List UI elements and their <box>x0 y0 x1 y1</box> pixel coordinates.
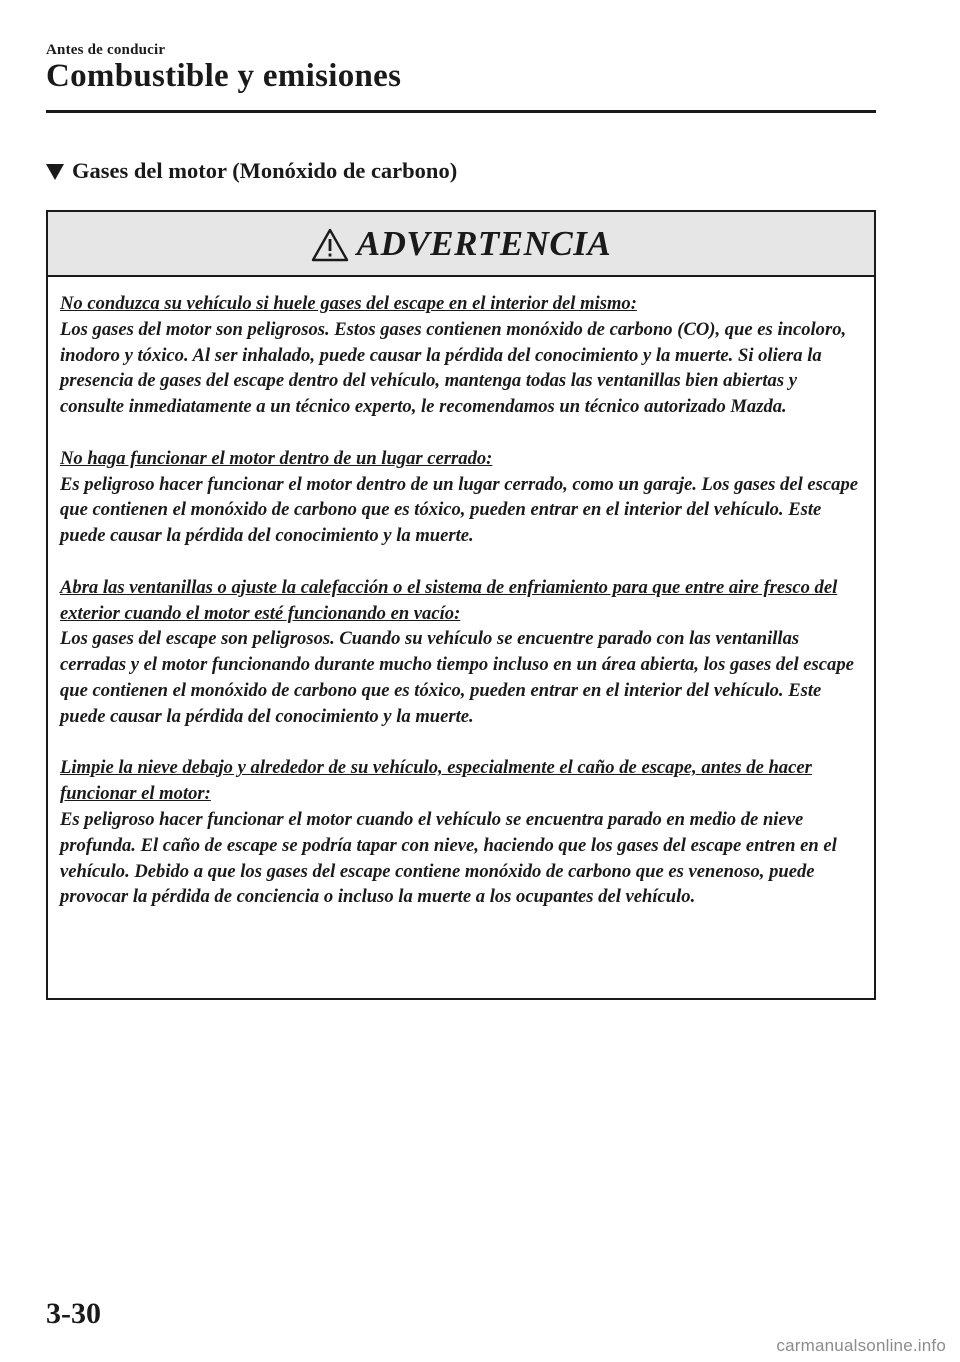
warning-paragraph <box>60 291 864 420</box>
warning-paragraph-text: Es peligroso hacer funcionar el motor dentro de un lugar cerrado, como un garaje. Los gases del escape que contienen el monóxido de carbono que es tóxico, pueden entrar en el interior del vehículo. Este puede causar la pérdida del conocimiento y la muerte. <box>60 473 858 547</box>
warning-paragraph-heading: Limpie la nieve debajo y alrededor de su vehículo, especialmente el caño de escape, antes de hacer funcionar el motor: <box>60 757 812 805</box>
triangle-down-icon <box>46 164 64 180</box>
header-divider <box>46 110 876 113</box>
warning-paragraph <box>60 575 864 730</box>
warning-body <box>48 277 874 910</box>
warning-triangle-icon <box>311 228 349 262</box>
warning-box <box>46 210 876 1000</box>
page-number: 3-30 <box>46 1297 101 1330</box>
page-title: Combustible y emisiones <box>46 58 402 94</box>
warning-paragraph-text: Los gases del motor son peligrosos. Estos gases contienen monóxido de carbono (CO), que es incoloro, inodoro y tóxico. Al ser inhalado, puede causar la pérdida del conocimiento y la muerte. Si oliera la presencia de gases del escape dentro del vehículo, mantenga todas las ventanillas bien abiertas y consulte inmediatamente a un técnico experto, le recomendamos un técnico autorizado Mazda. <box>60 318 847 418</box>
subsection-heading <box>46 158 457 184</box>
warning-paragraph-heading: No haga funcionar el motor dentro de un lugar cerrado: <box>60 447 493 469</box>
warning-title: ADVERTENCIA <box>356 223 612 263</box>
section-label: Antes de conducir <box>46 42 166 58</box>
watermark: carmanualsonline.info <box>776 1336 946 1355</box>
warning-paragraph <box>60 755 864 910</box>
subsection-heading-text: Gases del motor (Monóxido de carbono) <box>72 158 458 183</box>
warning-paragraph-heading: No conduzca su vehículo si huele gases del escape en el interior del mismo: <box>60 293 637 314</box>
warning-paragraph-text: Es peligroso hacer funcionar el motor cuando el vehículo se encuentra parado en medio de nieve profunda. El caño de escape se podría tapar con nieve, haciendo que los gases del escape entren en el vehículo. Debido a que los gases del escape contiene monóxido de carbono que es venenoso, puede provocar la pérdida de conciencia o incluso la muerte a los ocupantes del vehículo. <box>60 808 837 908</box>
warning-paragraph-heading: Abra las ventanillas o ajuste la calefacción o el sistema de enfriamiento para que entre aire fresco del exterior cuando el motor esté funcionando en vacío: <box>60 576 838 624</box>
warning-paragraph-text: Los gases del escape son peligrosos. Cuando su vehículo se encuentre parado con las ventanillas cerradas y el motor funcionando durante mucho tiempo incluso en un área abierta, los gases del escape que contienen el monóxido de carbono que es tóxico, pueden entrar en el interior del vehículo. Este puede causar la pérdida del conocimiento y la muerte. <box>60 628 854 727</box>
warning-header <box>48 212 874 277</box>
warning-paragraph <box>60 446 864 549</box>
